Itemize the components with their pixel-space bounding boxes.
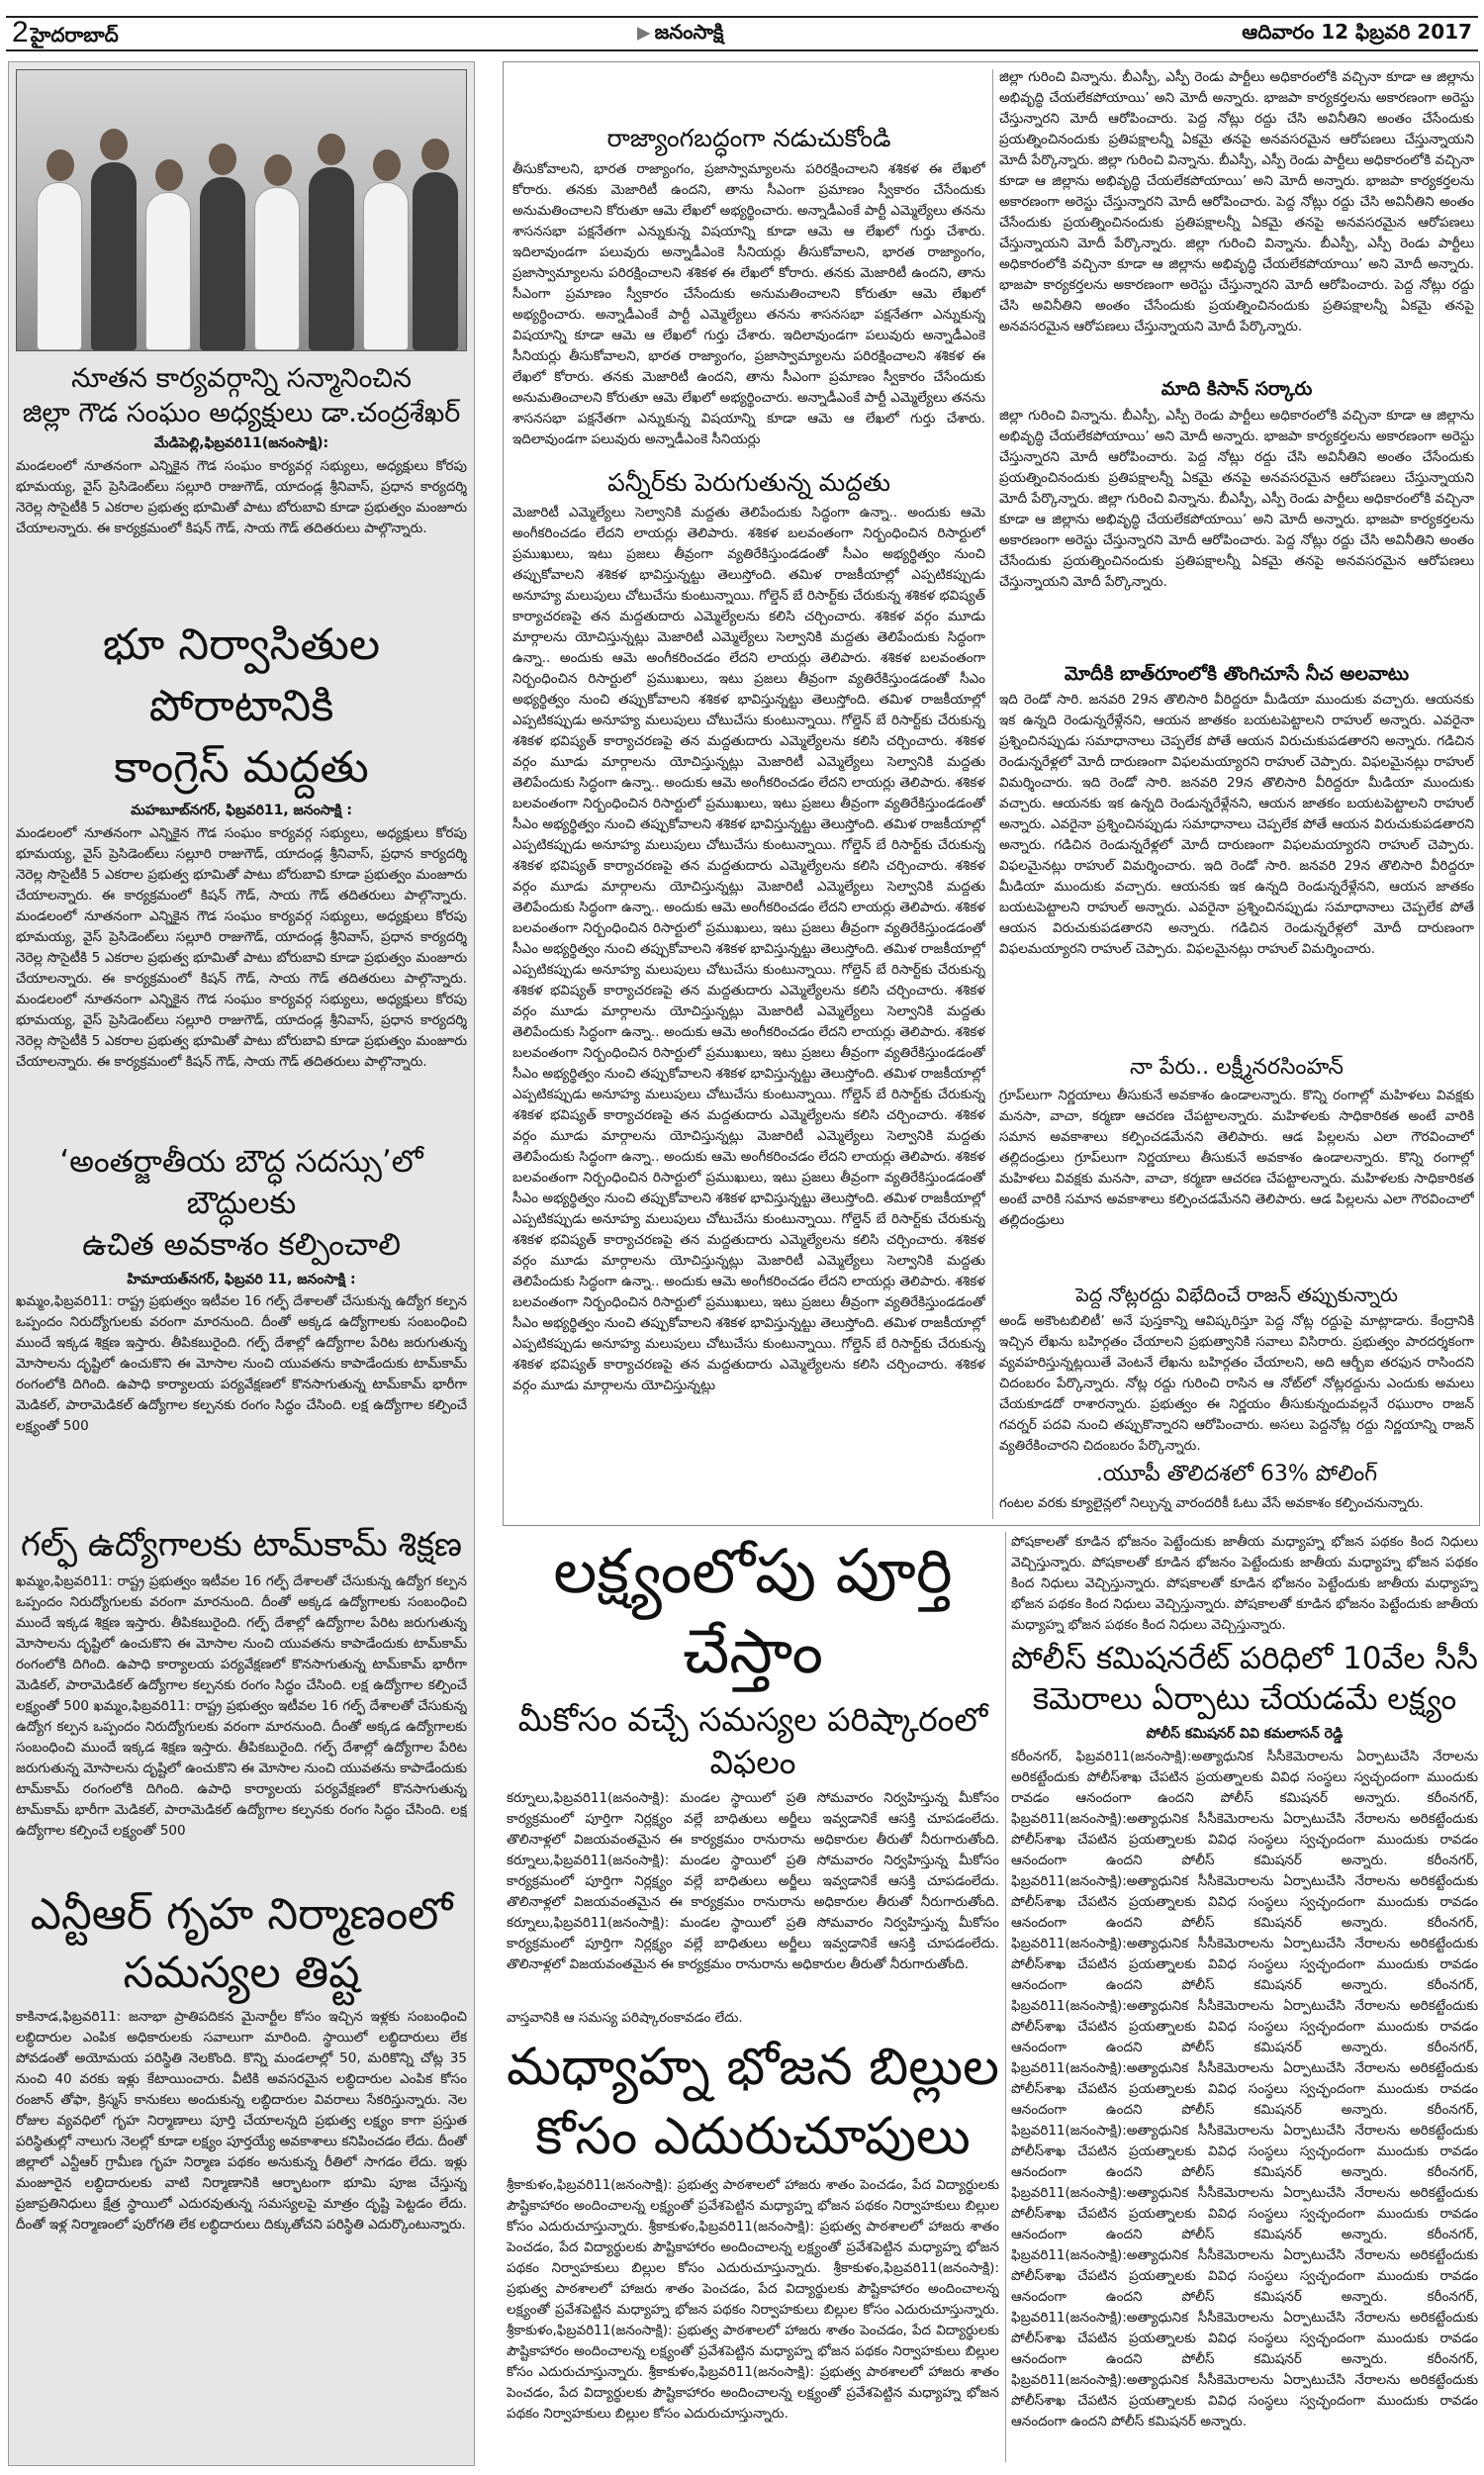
column-divider [1005, 1532, 1006, 2462]
issue-date: ఆదివారం 12 ఫిబ్రవరి 2017 [1242, 19, 1472, 44]
subhead-meekosam: మీకోసం వచ్చే సమస్యల పరిష్కారంలో విఫలం [517, 1700, 988, 1782]
lower-middle-column [507, 1532, 999, 2464]
headline-lakshminarasimhan: నా పేరు.. లక్ష్మీనరసింహన్ [1130, 1054, 1344, 1080]
article-body: కరీంనగర్, ఫిబ్రవరి11(జనంసాక్షి):అత్యాధునిక సీసీకెమెరాలను ఏర్పాటుచేసి నేరాలను అరికట్టేందుకు పోలీస్‌శాఖ చేపటిన ప్రయత్నాలకు వివిధ సంస్థలు స్వచ్ఛందంగా ముందుకు రావడం ఆనందంగా ఉందని పోలీస్ కమిషనర్ అన్నారు. కరీంనగర్, ఫిబ్రవరి11(జనంసాక్షి):అత్యాధునిక సీసీకెమెరాలను ఏర్పాటుచేసి నేరాలను అరికట్టేందుకు పోలీస్‌శాఖ చేపటిన ప్రయత్నాలకు వివిధ సంస్థలు స్వచ్ఛందంగా ముందుకు రావడం ఆనందంగా ఉందని పోలీస్ కమిషనర్ అన్నారు. కరీంనగర్, ఫిబ్రవరి11(జనంసాక్షి):అత్యాధునిక సీసీకెమెరాలను ఏర్పాటుచేసి నేరాలను అరికట్టేందుకు పోలీస్‌శాఖ చేపటిన ప్రయత్నాలకు వివిధ సంస్థలు స్వచ్ఛందంగా ముందుకు రావడం ఆనందంగా ఉందని పోలీస్ కమిషనర్ అన్నారు. కరీంనగర్, ఫిబ్రవరి11(జనంసాక్షి):అత్యాధునిక సీసీకెమెరాలను ఏర్పాటుచేసి నేరాలను అరికట్టేందుకు పోలీస్‌శాఖ చేపటిన ప్రయత్నాలకు వివిధ సంస్థలు స్వచ్ఛందంగా ముందుకు రావడం ఆనందంగా ఉందని పోలీస్ కమిషనర్ అన్నారు. కరీంనగర్, ఫిబ్రవరి11(జనంసాక్షి):అత్యాధునిక సీసీకెమెరాలను ఏర్పాటుచేసి నేరాలను అరికట్టేందుకు పోలీస్‌శాఖ చేపటిన ప్రయత్నాలకు వివిధ సంస్థలు స్వచ్ఛందంగా ముందుకు రావడం ఆనందంగా ఉందని పోలీస్ కమిషనర్ అన్నారు. కరీంనగర్, ఫిబ్రవరి11(జనంసాక్షి):అత్యాధునిక సీసీకెమెరాలను ఏర్పాటుచేసి నేరాలను అరికట్టేందుకు పోలీస్‌శాఖ చేపటిన ప్రయత్నాలకు వివిధ సంస్థలు స్వచ్ఛందంగా ముందుకు రావడం ఆనందంగా ఉందని పోలీస్ కమిషనర్ అన్నారు. కరీంనగర్, ఫిబ్రవరి11(జనంసాక్షి):అత్యాధునిక సీసీకెమెరాలను ఏర్పాటుచేసి నేరాలను అరికట్టేందుకు పోలీస్‌శాఖ చేపటిన ప్రయత్నాలకు వివిధ సంస్థలు స్వచ్ఛందంగా ముందుకు రావడం ఆనందంగా ఉందని పోలీస్ కమిషనర్ అన్నారు. కరీంనగర్, ఫిబ్రవరి11(జనంసాక్షి):అత్యాధునిక సీసీకెమెరాలను ఏర్పాటుచేసి నేరాలను అరికట్టేందుకు పోలీస్‌శాఖ చేపటిన ప్రయత్నాలకు వివిధ సంస్థలు స్వచ్ఛందంగా ముందుకు రావడం ఆనందంగా ఉందని పోలీస్ కమిషనర్ అన్నారు. కరీంనగర్, ఫిబ్రవరి11(జనంసాక్షి):అత్యాధునిక సీసీకెమెరాలను ఏర్పాటుచేసి నేరాలను అరికట్టేందుకు పోలీస్‌శాఖ చేపటిన ప్రయత్నాలకు వివిధ సంస్థలు స్వచ్ఛందంగా ముందుకు రావడం ఆనందంగా ఉందని పోలీస్ కమిషనర్ అన్నారు. కరీంనగర్, ఫిబ్రవరి11(జనంసాక్షి):అత్యాధునిక సీసీకెమెరాలను ఏర్పాటుచేసి నేరాలను అరికట్టేందుకు పోలీస్‌శాఖ చేపటిన ప్రయత్నాలకు వివిధ సంస్థలు స్వచ్ఛందంగా ముందుకు రావడం ఆనందంగా ఉందని పోలీస్ కమిషనర్ అన్నారు. కరీంనగర్, ఫిబ్రవరి11(జనంసాక్షి):అత్యాధునిక సీసీకెమెరాలను ఏర్పాటుచేసి నేరాలను అరికట్టేందుకు పోలీస్‌శాఖ చేపటిన ప్రయత్నాలకు వివిధ సంస్థలు స్వచ్ఛందంగా ముందుకు రావడం ఆనందంగా ఉందని పోలీస్ కమిషనర్ అన్నారు. [1011, 1748, 1478, 2429]
article-body: మెజారిటీ ఎమ్మెల్యేలు సెల్వానికి మద్దతు తెలిపేందుకు సిద్ధంగా ఉన్నా.. అందుకు ఆమె అంగీకరించడం లేదని లాయర్లు తెలిపారు. శశికళ బలవంతంగా నిర్బంధించిన రిసార్టులో ప్రముఖులు, ఇటు ప్రజలు తీవ్రంగా వ్యతిరేకిస్తుండడంతో సీఎం అభ్యర్థిత్వం నుంచి తప్పుకోవాలని శశికళ భావిస్తున్నట్టు తెలుస్తోంది. తమిళ రాజకీయాల్లో ఎప్పటికప్పుడు అనూహ్య మలుపులు చోటుచేసు కుంటున్నాయి. గోల్డెన్ బే రిసార్ట్‌కు చేరుకున్న శశికళ భవిష్యత్ కార్యాచరణపై తన మద్దతుదారు ఎమ్మెల్యేలను కలిసి చర్చించారు. శశికళ వర్గం మూడు మార్గాలను యోచిస్తున్నట్లు మెజారిటీ ఎమ్మెల్యేలు సెల్వానికి మద్దతు తెలిపేందుకు సిద్ధంగా ఉన్నా.. అందుకు ఆమె అంగీకరించడం లేదని లాయర్లు తెలిపారు. శశికళ బలవంతంగా నిర్బంధించిన రిసార్టులో ప్రముఖులు, ఇటు ప్రజలు తీవ్రంగా వ్యతిరేకిస్తుండడంతో సీఎం అభ్యర్థిత్వం నుంచి తప్పుకోవాలని శశికళ భావిస్తున్నట్టు తెలుస్తోంది. తమిళ రాజకీయాల్లో ఎప్పటికప్పుడు అనూహ్య మలుపులు చోటుచేసు కుంటున్నాయి. గోల్డెన్ బే రిసార్ట్‌కు చేరుకున్న శశికళ భవిష్యత్ కార్యాచరణపై తన మద్దతుదారు ఎమ్మెల్యేలను కలిసి చర్చించారు. శశికళ వర్గం మూడు మార్గాలను యోచిస్తున్నట్లు మెజారిటీ ఎమ్మెల్యేలు సెల్వానికి మద్దతు తెలిపేందుకు సిద్ధంగా ఉన్నా.. అందుకు ఆమె అంగీకరించడం లేదని లాయర్లు తెలిపారు. శశికళ బలవంతంగా నిర్బంధించిన రిసార్టులో ప్రముఖులు, ఇటు ప్రజలు తీవ్రంగా వ్యతిరేకిస్తుండడంతో సీఎం అభ్యర్థిత్వం నుంచి తప్పుకోవాలని శశికళ భావిస్తున్నట్టు తెలుస్తోంది. తమిళ రాజకీయాల్లో ఎప్పటికప్పుడు అనూహ్య మలుపులు చోటుచేసు కుంటున్నాయి. గోల్డెన్ బే రిసార్ట్‌కు చేరుకున్న శశికళ భవిష్యత్ కార్యాచరణపై తన మద్దతుదారు ఎమ్మెల్యేలను కలిసి చర్చించారు. శశికళ వర్గం మూడు మార్గాలను యోచిస్తున్నట్లు మెజారిటీ ఎమ్మెల్యేలు సెల్వానికి మద్దతు తెలిపేందుకు సిద్ధంగా ఉన్నా.. అందుకు ఆమె అంగీకరించడం లేదని లాయర్లు తెలిపారు. శశికళ బలవంతంగా నిర్బంధించిన రిసార్టులో ప్రముఖులు, ఇటు ప్రజలు తీవ్రంగా వ్యతిరేకిస్తుండడంతో సీఎం అభ్యర్థిత్వం నుంచి తప్పుకోవాలని శశికళ భావిస్తున్నట్టు తెలుస్తోంది. తమిళ రాజకీయాల్లో ఎప్పటికప్పుడు అనూహ్య మలుపులు చోటుచేసు కుంటున్నాయి. గోల్డెన్ బే రిసార్ట్‌కు చేరుకున్న శశికళ భవిష్యత్ కార్యాచరణపై తన మద్దతుదారు ఎమ్మెల్యేలను కలిసి చర్చించారు. శశికళ వర్గం మూడు మార్గాలను యోచిస్తున్నట్లు మెజారిటీ ఎమ్మెల్యేలు సెల్వానికి మద్దతు తెలిపేందుకు సిద్ధంగా ఉన్నా.. అందుకు ఆమె అంగీకరించడం లేదని లాయర్లు తెలిపారు. శశికళ బలవంతంగా నిర్బంధించిన రిసార్టులో ప్రముఖులు, ఇటు ప్రజలు తీవ్రంగా వ్యతిరేకిస్తుండడంతో సీఎం అభ్యర్థిత్వం నుంచి తప్పుకోవాలని శశికళ భావిస్తున్నట్టు తెలుస్తోంది. తమిళ రాజకీయాల్లో ఎప్పటికప్పుడు అనూహ్య మలుపులు చోటుచేసు కుంటున్నాయి. గోల్డెన్ బే రిసార్ట్‌కు చేరుకున్న శశికళ భవిష్యత్ కార్యాచరణపై తన మద్దతుదారు ఎమ్మెల్యేలను కలిసి చర్చించారు. శశికళ వర్గం మూడు మార్గాలను యోచిస్తున్నట్లు మెజారిటీ ఎమ్మెల్యేలు సెల్వానికి మద్దతు తెలిపేందుకు సిద్ధంగా ఉన్నా.. అందుకు ఆమె అంగీకరించడం లేదని లాయర్లు తెలిపారు. శశికళ బలవంతంగా నిర్బంధించిన రిసార్టులో ప్రముఖులు, ఇటు ప్రజలు తీవ్రంగా వ్యతిరేకిస్తుండడంతో సీఎం అభ్యర్థిత్వం నుంచి తప్పుకోవాలని శశికళ భావిస్తున్నట్టు తెలుస్తోంది. తమిళ రాజకీయాల్లో ఎప్పటికప్పుడు అనూహ్య మలుపులు చోటుచేసు కుంటున్నాయి. గోల్డెన్ బే రిసార్ట్‌కు చేరుకున్న శశికళ భవిష్యత్ కార్యాచరణపై తన మద్దతుదారు ఎమ్మెల్యేలను కలిసి చర్చించారు. శశికళ వర్గం మూడు మార్గాలను యోచిస్తున్నట్లు మెజారిటీ ఎమ్మెల్యేలు సెల్వానికి మద్దతు తెలిపేందుకు సిద్ధంగా ఉన్నా.. అందుకు ఆమె అంగీకరించడం లేదని లాయర్లు తెలిపారు. శశికళ బలవంతంగా నిర్బంధించిన రిసార్టులో ప్రముఖులు, ఇటు ప్రజలు తీవ్రంగా వ్యతిరేకిస్తుండడంతో సీఎం అభ్యర్థిత్వం నుంచి తప్పుకోవాలని శశికళ భావిస్తున్నట్టు తెలుస్తోంది. తమిళ రాజకీయాల్లో ఎప్పటికప్పుడు అనూహ్య మలుపులు చోటుచేసు కుంటున్నాయి. గోల్డెన్ బే రిసార్ట్‌కు చేరుకున్న శశికళ భవిష్యత్ కార్యాచరణపై తన మద్దతుదారు ఎమ్మెల్యేలను కలిసి చర్చించారు. శశికళ వర్గం మూడు మార్గాలను యోచిస్తున్నట్లు [512, 505, 985, 1394]
dateline: మేడిపెల్లి,ఫిబ్రవరి11(జనంసాక్షి): [153, 435, 329, 452]
headline-ntr-housing [16, 1885, 467, 2003]
news-photo [16, 69, 467, 351]
article-body: కర్నూలు,ఫిబ్రవరి11(జనంసాక్షి): మండల స్థాయిలో ప్రతి సోమవారం నిర్వహిస్తున్న మీకోసం కార్యక్రమంలో పూర్తిగా నిర్లక్ష్యం వల్లే బాధితులు అర్జీలు ఇవ్వడానికే ఆసక్తి చూపడంలేదు. తొలినాళ్లలో విజయవంతమైన ఈ కార్యక్రమం రానురాను అధికారుల తీరుతో నీరుగారుతోంది. కర్నూలు,ఫిబ్రవరి11(జనంసాక్షి): మండల స్థాయిలో ప్రతి సోమవారం నిర్వహిస్తున్న మీకోసం కార్యక్రమంలో పూర్తిగా నిర్లక్ష్యం వల్లే బాధితులు అర్జీలు ఇవ్వడానికే ఆసక్తి చూపడంలేదు. తొలినాళ్లలో విజయవంతమైన ఈ కార్యక్రమం రానురాను అధికారుల తీరుతో నీరుగారుతోంది. కర్నూలు,ఫిబ్రవరి11(జనంసాక్షి): మండల స్థాయిలో ప్రతి సోమవారం నిర్వహిస్తున్న మీకోసం కార్యక్రమంలో పూర్తిగా నిర్లక్ష్యం వల్లే బాధితులు అర్జీలు ఇవ్వడానికే ఆసక్తి చూపడంలేదు. తొలినాళ్లలో విజయవంతమైన ఈ కార్యక్రమం రానురాను అధికారుల తీరుతో నీరుగారుతోంది. [507, 1789, 999, 1972]
left-column-content [16, 69, 467, 2460]
headline-rajan: పెద్ద నోట్లరద్దు విభేదించే రాజన్ తప్పుకున్నారు [1075, 1284, 1398, 1306]
headline-line: జిల్లా గౌడ సంఘం అధ్యక్షులు డా.చంద్రశేఖర్ [22, 398, 461, 429]
headline-line: మధ్యాహ్న భోజన బిల్లుల [507, 2038, 999, 2098]
headline-modi-bathroom: మోదీకి బాత్‌రూంలోకి తొంగిచూసే నీచ అలవాటు [1064, 662, 1410, 685]
article-body: ఇది రెండో సారి. జనవరి 29న తొలిసారి వీరిద్దరూ మీడియా ముందుకు వచ్చారు. ఆయనకు ఇక ఉన్నది రెండున్నరేళ్లేనని, ఆయన జాతకం బయటపెట్టాలని రాహుల్ అన్నారు. ఎవరైనా ప్రశ్నించినప్పుడు సమాధానాలు చెప్పలేక పోతే ఆయన విరుచుకుపడతారని అన్నారు. గడిచిన రెండున్నరేళ్లలో మోదీ దారుణంగా విఫలమయ్యారని రాహుల్ చెప్పారు. విఫలమైనట్లు రాహుల్ విమర్శించారు. ఇది రెండో సారి. జనవరి 29న తొలిసారి వీరిద్దరూ మీడియా ముందుకు వచ్చారు. ఆయనకు ఇక ఉన్నది రెండున్నరేళ్లేనని, ఆయన జాతకం బయటపెట్టాలని రాహుల్ అన్నారు. ఎవరైనా ప్రశ్నించినప్పుడు సమాధానాలు చెప్పలేక పోతే ఆయన విరుచుకుపడతారని అన్నారు. గడిచిన రెండున్నరేళ్లలో మోదీ దారుణంగా విఫలమయ్యారని రాహుల్ చెప్పారు. విఫలమైనట్లు రాహుల్ విమర్శించారు. ఇది రెండో సారి. జనవరి 29న తొలిసారి వీరిద్దరూ మీడియా ముందుకు వచ్చారు. ఆయనకు ఇక ఉన్నది రెండున్నరేళ్లేనని, ఆయన జాతకం బయటపెట్టాలని రాహుల్ అన్నారు. ఎవరైనా ప్రశ్నించినప్పుడు సమాధానాలు చెప్పలేక పోతే ఆయన విరుచుకుపడతారని అన్నారు. గడిచిన రెండున్నరేళ్లలో మోదీ దారుణంగా విఫలమయ్యారని రాహుల్ చెప్పారు. విఫలమైనట్లు రాహుల్ విమర్శించారు. [999, 692, 1474, 958]
article-body: అండ్ అకౌంటబిలిటీ’ అనే పుస్తకాన్ని ఆవిష్కరిస్తూ పెద్ద నోట్ల రద్దుపై మాట్లాడారు. కేంద్రానికి ఇచ్చిన లేఖను బహిర్గతం చేయాలని ప్రభుత్వానికి సవాలు విసిరారు. ప్రభుత్వం పారదర్శకంగా వ్యవహరిస్తున్నట్లయితే వెంటనే లేఖను బహిర్గతం చేయాలని, అది ఆర్బీఐ తరఫున రాసిందని చిదంబరం పేర్కొన్నారు. నోట్ల రద్దు గురించి రాసిన ఆ నోట్‌లో నోట్లరద్దును ఎందుకు అమలు చేయకూడదో రాశారన్నారు. ప్రభుత్వం ఈ నిర్ణయం తీసుకున్నందువల్లనే రఘురాం రాజన్ గవర్నర్ పదవి నుంచి తప్పుకొన్నారని ఆరోపించారు. అసలు పెద్దనోట్ల రద్దు నిర్ణయాన్ని రాజన్ వ్యతిరేకించారని చిదంబరం పేర్కొన్నారు. [999, 1313, 1474, 1455]
headline-line: పోలీస్ కమిషనరేట్ పరిధిలో 10వేల సీసీ [1011, 1640, 1478, 1676]
article-body: శ్రీకాకుళం,ఫిబ్రవరి11(జనంసాక్షి): ప్రభుత్వ పాఠశాలలో హాజరు శాతం పెంచడం, పేద విద్యార్థులకు పౌష్టికాహారం అందించాలన్న లక్ష్యంతో ప్రవేశపెట్టిన మధ్యాహ్న భోజన పథకం నిర్వాహకులు బిల్లుల కోసం ఎదురుచూస్తున్నారు. శ్రీకాకుళం,ఫిబ్రవరి11(జనంసాక్షి): ప్రభుత్వ పాఠశాలలో హాజరు శాతం పెంచడం, పేద విద్యార్థులకు పౌష్టికాహారం అందించాలన్న లక్ష్యంతో ప్రవేశపెట్టిన మధ్యాహ్న భోజన పథకం నిర్వాహకులు బిల్లుల కోసం ఎదురుచూస్తున్నారు. శ్రీకాకుళం,ఫిబ్రవరి11(జనంసాక్షి): ప్రభుత్వ పాఠశాలలో హాజరు శాతం పెంచడం, పేద విద్యార్థులకు పౌష్టికాహారం అందించాలన్న లక్ష్యంతో ప్రవేశపెట్టిన మధ్యాహ్న భోజన పథకం నిర్వాహకులు బిల్లుల కోసం ఎదురుచూస్తున్నారు. శ్రీకాకుళం,ఫిబ్రవరి11(జనంసాక్షి): ప్రభుత్వ పాఠశాలలో హాజరు శాతం పెంచడం, పేద విద్యార్థులకు పౌష్టికాహారం అందించాలన్న లక్ష్యంతో ప్రవేశపెట్టిన మధ్యాహ్న భోజన పథకం నిర్వాహకులు బిల్లుల కోసం ఎదురుచూస్తున్నారు. శ్రీకాకుళం,ఫిబ్రవరి11(జనంసాక్షి): ప్రభుత్వ పాఠశాలలో హాజరు శాతం పెంచడం, పేద విద్యార్థులకు పౌష్టికాహారం అందించాలన్న లక్ష్యంతో ప్రవేశపెట్టిన మధ్యాహ్న భోజన పథకం నిర్వాహకులు బిల్లుల కోసం ఎదురుచూస్తున్నారు. [507, 2177, 999, 2423]
headline-kisan-sarkar: మాది కిసాన్ సర్కారు [1160, 378, 1313, 401]
headline-line: సమస్యల తిష్ట [123, 1948, 360, 1999]
headline-line: ఎన్టీఆర్ గృహ నిర్మాణంలో [30, 1888, 453, 1940]
article-body: జిల్లా గురించి విన్నాను. బీఎస్పీ, ఎస్పీ రెండు పార్టీలు అధికారంలోకి వచ్చినా కూడా ఆ జిల్లాను అభివృద్ధి చేయలేకపోయాయి’ అని మోదీ అన్నారు. భాజపా కార్యకర్తలను అకారణంగా అరెస్టు చేస్తున్నారని మోదీ ఆరోపించారు. పెద్ద నోట్లు రద్దు చేసి అవినీతిని అంతం చేసేందుకు ప్రయత్నించినందుకు ప్రతిపక్షాలన్నీ ఏకమై తనపై అనవసరమైన ఆరోపణలు చేస్తున్నాయని మోదీ పేర్కొన్నారు. జిల్లా గురించి విన్నాను. బీఎస్పీ, ఎస్పీ రెండు పార్టీలు అధికారంలోకి వచ్చినా కూడా ఆ జిల్లాను అభివృద్ధి చేయలేకపోయాయి’ అని మోదీ అన్నారు. భాజపా కార్యకర్తలను అకారణంగా అరెస్టు చేస్తున్నారని మోదీ ఆరోపించారు. పెద్ద నోట్లు రద్దు చేసి అవినీతిని అంతం చేసేందుకు ప్రయత్నించినందుకు ప్రతిపక్షాలన్నీ ఏకమై తనపై అనవసరమైన ఆరోపణలు చేస్తున్నాయని మోదీ పేర్కొన్నారు. జిల్లా గురించి విన్నాను. బీఎస్పీ, ఎస్పీ రెండు పార్టీలు అధికారంలోకి వచ్చినా కూడా ఆ జిల్లాను అభివృద్ధి చేయలేకపోయాయి’ అని మోదీ అన్నారు. భాజపా కార్యకర్తలను అకారణంగా అరెస్టు చేస్తున్నారని మోదీ ఆరోపించారు. పెద్ద నోట్లు రద్దు చేసి అవినీతిని అంతం చేసేందుకు ప్రయత్నించినందుకు ప్రతిపక్షాలన్నీ ఏకమై తనపై అనవసరమైన ఆరోపణలు చేస్తున్నాయని మోదీ పేర్కొన్నారు. [999, 69, 1474, 334]
headline-panneer-support: పన్నీర్‌కు పెరుగుతున్న మద్దతు [606, 467, 891, 497]
headline-line: నూతన కార్యవర్గాన్ని సన్మానించిన [71, 363, 412, 394]
article-body: పోషకాలతో కూడిన భోజనం పెట్టేందుకు జాతీయ మధ్యాహ్న భోజన పథకం కింద నిధులు వెచ్చిస్తున్నారు. పోషకాలతో కూడిన భోజనం పెట్టేందుకు జాతీయ మధ్యాహ్న భోజన పథకం కింద నిధులు వెచ్చిస్తున్నారు. పోషకాలతో కూడిన భోజనం పెట్టేందుకు జాతీయ మధ్యాహ్న భోజన పథకం కింద నిధులు వెచ్చిస్తున్నారు. పోషకాలతో కూడిన భోజనం పెట్టేందుకు జాతీయ మధ్యాహ్న భోజన పథకం కింద నిధులు వెచ్చిస్తున్నారు. [1011, 1534, 1478, 1633]
lower-right-column [1011, 1532, 1478, 2464]
headline-gulf-jobs: గల్ఫ్ ఉద్యోగాలకు టామ్‌కామ్ శిక్షణ [21, 1525, 462, 1566]
article-body: ఖమ్మం,ఫిబ్రవరి11: రాష్ట్ర ప్రభుత్వం ఇటీవల 16 గల్ఫ్ దేశాలతో చేసుకున్న ఉద్యోగ కల్పన ఒప్పందం నిరుద్యోగులకు వరంగా మారనుంది. దీంతో అక్కడ ఉద్యోగాలకు సంబంధించి ముందే ఇక్కడ శిక్షణ ఇస్తారు. తీపికబురైంది. గల్ఫ్ దేశాల్లో ఉద్యోగాల పేరిట జరుగుతున్న మోసాలను దృష్టిలో ఉంచుకొని ఈ మోసాల నుంచి యువతను కాపాడేందుకు టామ్‌కామ్ రంగంలోకి దిగింది. ఉపాధి కార్యాలయ పర్యవేక్షణలో కొనసాగుతున్న టామ్‌కామ్ భారీగా మెడికల్, పారామెడికల్ ఉద్యోగాల కల్పనకు రంగం సిద్ధం చేసింది. లక్ష ఉద్యోగాల కల్పించే లక్ష్యంతో 500 [16, 1293, 467, 1435]
headline-line: భూ నిర్వాసితుల పోరాటానికి [102, 619, 381, 732]
section-name: హైదరాబాద్ [30, 23, 119, 47]
headline-up-polling: .యూపీ తొలిదశలో 63% పోలింగ్ [1095, 1462, 1378, 1487]
byline: పోలీస్ కమిషనర్ వివి కమలాసన్ రెడ్డి [1146, 1726, 1344, 1743]
headline-rajyangabaddhanga: రాజ్యాంగబద్ధంగా నడుచుకోండి [606, 124, 891, 152]
article-body: జిల్లా గురించి విన్నాను. బీఎస్పీ, ఎస్పీ రెండు పార్టీలు అధికారంలోకి వచ్చినా కూడా ఆ జిల్లాను అభివృద్ధి చేయలేకపోయాయి’ అని మోదీ అన్నారు. భాజపా కార్యకర్తలను అకారణంగా అరెస్టు చేస్తున్నారని మోదీ ఆరోపించారు. పెద్ద నోట్లు రద్దు చేసి అవినీతిని అంతం చేసేందుకు ప్రయత్నించినందుకు ప్రతిపక్షాలన్నీ ఏకమై తనపై అనవసరమైన ఆరోపణలు చేస్తున్నాయని మోదీ పేర్కొన్నారు. జిల్లా గురించి విన్నాను. బీఎస్పీ, ఎస్పీ రెండు పార్టీలు అధికారంలోకి వచ్చినా కూడా ఆ జిల్లాను అభివృద్ధి చేయలేకపోయాయి’ అని మోదీ అన్నారు. భాజపా కార్యకర్తలను అకారణంగా అరెస్టు చేస్తున్నారని మోదీ ఆరోపించారు. పెద్ద నోట్లు రద్దు చేసి అవినీతిని అంతం చేసేందుకు ప్రయత్నించినందుకు ప్రతిపక్షాలన్నీ ఏకమై తనపై అనవసరమైన ఆరోపణలు చేస్తున్నాయని మోదీ పేర్కొన్నారు. [999, 408, 1474, 591]
article-body: గంటల వరకు క్యూలైన్లలో నిల్చున్న వారందరికీ ఓటు వేసే అవకాశం కల్పించనున్నారు. [999, 1494, 1424, 1511]
article-body: ఖమ్మం,ఫిబ్రవరి11: రాష్ట్ర ప్రభుత్వం ఇటీవల 16 గల్ఫ్ దేశాలతో చేసుకున్న ఉద్యోగ కల్పన ఒప్పందం నిరుద్యోగులకు వరంగా మారనుంది. దీంతో అక్కడ ఉద్యోగాలకు సంబంధించి ముందే ఇక్కడ శిక్షణ ఇస్తారు. తీపికబురైంది. గల్ఫ్ దేశాల్లో ఉద్యోగాల పేరిట జరుగుతున్న మోసాలను దృష్టిలో ఉంచుకొని ఈ మోసాల నుంచి యువతను కాపాడేందుకు టామ్‌కామ్ రంగంలోకి దిగింది. ఉపాధి కార్యాలయ పర్యవేక్షణలో కొనసాగుతున్న టామ్‌కామ్ భారీగా మెడికల్, పారామెడికల్ ఉద్యోగాల కల్పనకు రంగం సిద్ధం చేసింది. లక్ష ఉద్యోగాల కల్పించే లక్ష్యంతో 500 ఖమ్మం,ఫిబ్రవరి11: రాష్ట్ర ప్రభుత్వం ఇటీవల 16 గల్ఫ్ దేశాలతో చేసుకున్న ఉద్యోగ కల్పన ఒప్పందం నిరుద్యోగులకు వరంగా మారనుంది. దీంతో అక్కడ ఉద్యోగాలకు సంబంధించి ముందే ఇక్కడ శిక్షణ ఇస్తారు. తీపికబురైంది. గల్ఫ్ దేశాల్లో ఉద్యోగాల పేరిట జరుగుతున్న మోసాలను దృష్టిలో ఉంచుకొని ఈ మోసాల నుంచి యువతను కాపాడేందుకు టామ్‌కామ్ రంగంలోకి దిగింది. ఉపాధి కార్యాలయ పర్యవేక్షణలో కొనసాగుతున్న టామ్‌కామ్ భారీగా మెడికల్, పారామెడికల్ ఉద్యోగాల కల్పనకు రంగం సిద్ధం చేసింది. లక్ష ఉద్యోగాల కల్పించే లక్ష్యంతో 500 [16, 1572, 467, 1839]
headline-bhu-nirvasitulu [16, 615, 467, 798]
box-column-b [999, 67, 1474, 1520]
page-number: 2 [12, 16, 29, 48]
masthead-logo [637, 20, 724, 48]
box-column-a [512, 119, 985, 1519]
headline-line: కాంగ్రెస్ మద్దతు [114, 741, 369, 793]
headline-mid-day-meal [507, 2033, 999, 2171]
headline-bauddha-sadassu [16, 1142, 467, 1267]
headline-gouda-sangham [16, 361, 467, 430]
headline-line: కెమెరాలు ఏర్పాటు చేయడమే లక్ష్యం [1032, 1681, 1457, 1718]
column-divider [992, 69, 993, 1519]
article-body-tail: వాస్తవానికి ఆ సమస్య పరిష్కారంకావడం లేదు. [507, 2010, 743, 2027]
article-body: మండలంలో నూతనంగా ఎన్నికైన గౌడ సంఘం కార్యవర్గ సభ్యులు, అధ్యక్షులు కోరపు భూమయ్య, వైస్ ప్రెసిడెంట్‌లు సల్లూరి రాజుగౌడ్, యాదండ్ల శ్రీనివాస్, ప్రధాన కార్యదర్శి నెరెల్ల సొసైటీకి 5 ఎకరాల ప్రభుత్వ భూమితో పాటు బోరుబావి కూడా ప్రభుత్వం మంజూరు చేయాలన్నారు. ఈ కార్యక్రమంలో కిషన్ గౌడ్, సాయ గౌడ్ తదితరులు పాల్గొన్నారు. [16, 457, 467, 536]
article-body: గ్రూప్‌లుగా నిర్ణయాలు తీసుకునే అవకాశం ఉండాలన్నారు. కొన్ని రంగాల్లో మహిళలు వివక్షకు మనసా, వాచా, కర్మణా ఆచరణ చేపట్టాలన్నారు. మహిళలకు సాధికారికత అంటే వారికి సమాన అవకాశాలు కల్పించడమేనని తెలిపారు. ఆడ పిల్లలను ఎలా గౌరవించాలో తల్లిదండ్రులు గ్రూప్‌లుగా నిర్ణయాలు తీసుకునే అవకాశం ఉండాలన్నారు. కొన్ని రంగాల్లో మహిళలు వివక్షకు మనసా, వాచా, కర్మణా ఆచరణ చేపట్టాలన్నారు. మహిళలకు సాధికారికత అంటే వారికి సమాన అవకాశాలు కల్పించడమేనని తెలిపారు. ఆడ పిల్లలను ఎలా గౌరవించాలో తల్లిదండ్రులు [999, 1088, 1474, 1229]
page-header [6, 16, 1478, 51]
headline-line: కోసం ఎదురుచూపులు [535, 2107, 971, 2167]
masthead-text: జనంసాక్షి [654, 19, 724, 44]
dateline: హిమాయత్‌నగర్, ఫిబ్రవరి 11, జనంసాక్షి : [127, 1271, 356, 1287]
article-body: మండలంలో నూతనంగా ఎన్నికైన గౌడ సంఘం కార్యవర్గ సభ్యులు, అధ్యక్షులు కోరపు భూమయ్య, వైస్ ప్రెసిడెంట్‌లు సల్లూరి రాజుగౌడ్, యాదండ్ల శ్రీనివాస్, ప్రధాన కార్యదర్శి నెరెల్ల సొసైటీకి 5 ఎకరాల ప్రభుత్వ భూమితో పాటు బోరుబావి కూడా ప్రభుత్వం మంజూరు చేయాలన్నారు. ఈ కార్యక్రమంలో కిషన్ గౌడ్, సాయ గౌడ్ తదితరులు పాల్గొన్నారు. మండలంలో నూతనంగా ఎన్నికైన గౌడ సంఘం కార్యవర్గ సభ్యులు, అధ్యక్షులు కోరపు భూమయ్య, వైస్ ప్రెసిడెంట్‌లు సల్లూరి రాజుగౌడ్, యాదండ్ల శ్రీనివాస్, ప్రధాన కార్యదర్శి నెరెల్ల సొసైటీకి 5 ఎకరాల ప్రభుత్వ భూమితో పాటు బోరుబావి కూడా ప్రభుత్వం మంజూరు చేయాలన్నారు. ఈ కార్యక్రమంలో కిషన్ గౌడ్, సాయ గౌడ్ తదితరులు పాల్గొన్నారు. మండలంలో నూతనంగా ఎన్నికైన గౌడ సంఘం కార్యవర్గ సభ్యులు, అధ్యక్షులు కోరపు భూమయ్య, వైస్ ప్రెసిడెంట్‌లు సల్లూరి రాజుగౌడ్, యాదండ్ల శ్రీనివాస్, ప్రధాన కార్యదర్శి నెరెల్ల సొసైటీకి 5 ఎకరాల ప్రభుత్వ భూమితో పాటు బోరుబావి కూడా ప్రభుత్వం మంజూరు చేయాలన్నారు. ఈ కార్యక్రమంలో కిషన్ గౌడ్, సాయ గౌడ్ తదితరులు పాల్గొన్నారు. [16, 824, 467, 1070]
dateline: మహబూబ్‌నగర్, ఫిబ్రవరి11, జనంసాక్షి : [131, 803, 352, 819]
headline-line: ఉచిత అవకాశం కల్పించాలి [82, 1226, 401, 1263]
article-body: కాకినాడ,ఫిబ్రవరి11: జనాభా ప్రాతిపదికన మైనార్టీల కోసం ఇచ్చిన ఇళ్లకు సంబంధించి లబ్ధిదారుల ఎంపిక అధికారులకు సవాలుగా మారింది. స్థాయిలో లబ్ధిదారులు లేక పోవడంతో అయోమయ పరిస్థితి నెలకొంది. కొన్ని మండలాల్లో 50, మరికొన్ని చోట్ల 35 నుంచి 40 వరకు ఇళ్లు కేటాయించారు. వీటికి అవసరమైన లబ్ధిదారుల ఎంపిక కోసం రంజాన్ తోఫా, క్రిస్మస్ కానుకలు అందుకున్న లబ్ధిదారుల వివరాలు సేకరిస్తున్నారు. నెల రోజుల వ్యవధిలో గృహ నిర్మాణాలు పూర్తి చేయాలన్నది ప్రభుత్వ లక్ష్యం కాగా ప్రస్తుత పరిస్థితుల్లో నాలుగు నెలల్లో కూడా లక్ష్యం పూర్తయ్యే అవకాశాలు కనిపించడం లేదు. దీంతో జిల్లాలో ఎన్టీఆర్ గ్రామీణ గృహ నిర్మాణ పథకం అనుకున్న రీతిలో సాగడం లేదు. ఇళ్లు మంజూరైన లబ్ధిదారులకు వాటి నిర్మాణానికి ఆర్భాటంగా భూమి పూజ చేస్తున్న ప్రజాప్రతినిధులు క్షేత్ర స్థాయిలో ఎదురవుతున్న సమస్యలపై మాత్రం దృష్టి పెట్టడం లేదు. దీంతో ఇళ్ల నిర్మాణంలో పురోగతి లేక లబ్ధిదారులు దిక్కుతోచని పరిస్థితి ఎదుర్కొంటున్నారు. [16, 2008, 467, 2233]
headline-lakshyamlopu: లక్ష్యంలోపు పూర్తి చేస్తాం [553, 1535, 953, 1687]
article-body: తీసుకోవాలని, భారత రాజ్యాంగం, ప్రజాస్వామ్యాలను పరిరక్షించాలని శశికళ ఈ లేఖలో కోరారు. తనకు మెజారిటీ ఉందని, తాను సీఎంగా ప్రమాణం స్వీకారం చేసేందుకు అనుమతించాలని కోరుతూ ఆమె లేఖలో అభ్యర్థించారు. అన్నాడీఎంకే పార్టీ ఎమ్మెల్యేలు తనను శాసనసభా పక్షనేతగా ఎన్నుకున్న విషయాన్ని కూడా ఆమె ఆ లేఖలో గుర్తు చేశారు. ఇదిలావుండగా పలువురు అన్నాడీఎంకె సీనియర్లు తీసుకోవాలని, భారత రాజ్యాంగం, ప్రజాస్వామ్యాలను పరిరక్షించాలని శశికళ ఈ లేఖలో కోరారు. తనకు మెజారిటీ ఉందని, తాను సీఎంగా ప్రమాణం స్వీకారం చేసేందుకు అనుమతించాలని కోరుతూ ఆమె లేఖలో అభ్యర్థించారు. అన్నాడీఎంకే పార్టీ ఎమ్మెల్యేలు తనను శాసనసభా పక్షనేతగా ఎన్నుకున్న విషయాన్ని కూడా ఆమె ఆ లేఖలో గుర్తు చేశారు. ఇదిలావుండగా పలువురు అన్నాడీఎంకె సీనియర్లు తీసుకోవాలని, భారత రాజ్యాంగం, ప్రజాస్వామ్యాలను పరిరక్షించాలని శశికళ ఈ లేఖలో కోరారు. తనకు మెజారిటీ ఉందని, తాను సీఎంగా ప్రమాణం స్వీకారం చేసేందుకు అనుమతించాలని కోరుతూ ఆమె లేఖలో అభ్యర్థించారు. అన్నాడీఎంకే పార్టీ ఎమ్మెల్యేలు తనను శాసనసభా పక్షనేతగా ఎన్నుకున్న విషయాన్ని కూడా ఆమె ఆ లేఖలో గుర్తు చేశారు. ఇదిలావుండగా పలువురు అన్నాడీఎంకె సీనియర్లు [512, 160, 985, 447]
logo-icon [637, 27, 651, 41]
headline-line: ‘అంతర్జాతీయ బౌద్ధ సదస్సు’లో బౌద్ధులకు [59, 1144, 423, 1221]
headline-cc-cameras [1011, 1639, 1478, 1722]
